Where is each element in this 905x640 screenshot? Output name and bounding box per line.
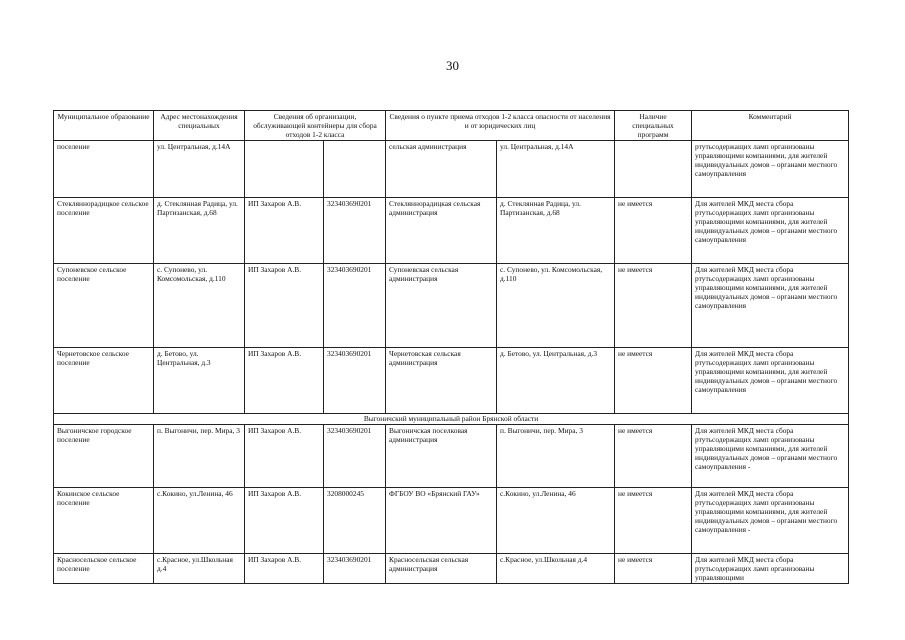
- cell-org-inn: 323403690201: [324, 348, 386, 414]
- cell-comment: Для жителей МКД места сбора ртутьсодержащих ламп организованы управляющими: [692, 554, 849, 584]
- cell-comment: Для жителей МКД места сбора ртутьсодержащих ламп организованы управляющими компаниями, для жителей индивидуальных домов – органами местного самоуправления: [692, 348, 849, 414]
- cell-point-name: Супоневская сельская администрация: [386, 264, 497, 348]
- cell-org-name: ИП Захаров А.В.: [245, 348, 324, 414]
- cell-point-name: ФГБОУ ВО «Брянский ГАУ»: [386, 488, 497, 554]
- cell-address: ул. Центральная, д.14А: [154, 141, 245, 198]
- cell-org-inn: 323403690201: [324, 264, 386, 348]
- header-municipality: Муниципальное образование: [54, 111, 154, 141]
- cell-point-address: п. Выгоничи, пер. Мира, 3: [497, 425, 615, 488]
- cell-programs: не имеется: [615, 425, 692, 488]
- cell-point-name: Чернетовская сельская администрация: [386, 348, 497, 414]
- cell-point-address: с. Супонево, ул. Комсомольская, д.110: [497, 264, 615, 348]
- header-address: Адрес местонахождения специальных: [154, 111, 245, 141]
- cell-municipality: Стекляннорадицкое сельское поселение: [54, 198, 154, 264]
- cell-comment: Для жителей МКД места сбора ртутьсодержащих ламп организованы управляющими компаниями, для жителей индивидуальных домов – органами местного самоуправления: [692, 264, 849, 348]
- header-programs: Наличие специальных программ: [615, 111, 692, 141]
- cell-comment: Для жителей МКД места сбора ртутьсодержащих ламп организованы управляющими компаниями, для жителей индивидуальных домов – органами местного самоуправления -: [692, 488, 849, 554]
- cell-municipality: Выгоничское городское поселение: [54, 425, 154, 488]
- cell-org-name: ИП Захаров А.В.: [245, 554, 324, 584]
- cell-municipality: поселение: [54, 141, 154, 198]
- waste-collection-table: [53, 110, 849, 584]
- cell-comment: Для жителей МКД места сбора ртутьсодержащих ламп организованы управляющими компаниями, для жителей индивидуальных домов – органами местного самоуправления -: [692, 425, 849, 488]
- cell-comment: ртутьсодержащих ламп организованы управляющими компаниями, для жителей индивидуальных домов – органами местного самоуправления: [692, 141, 849, 198]
- table-header: [54, 111, 849, 141]
- cell-point-address: д. Стеклянная Радица, ул. Партизанская, д.68: [497, 198, 615, 264]
- cell-programs: не имеется: [615, 488, 692, 554]
- cell-point-address: с.Кокино, ул.Ленина, 46: [497, 488, 615, 554]
- cell-org-inn: 3208000245: [324, 488, 386, 554]
- cell-programs: не имеется: [615, 348, 692, 414]
- cell-org-name: ИП Захаров А.В.: [245, 488, 324, 554]
- table-row: [54, 425, 849, 488]
- table-row: [54, 488, 849, 554]
- cell-point-name: Стекляннорадицкая сельская администрация: [386, 198, 497, 264]
- table-row: [54, 264, 849, 348]
- cell-org-inn: 323403690201: [324, 425, 386, 488]
- cell-org-name: [245, 141, 324, 198]
- cell-point-address: ул. Центральная, д.14А: [497, 141, 615, 198]
- cell-address: д. Стеклянная Радица, ул. Партизанская, д.68: [154, 198, 245, 264]
- cell-programs: не имеется: [615, 198, 692, 264]
- table-row: [54, 348, 849, 414]
- header-collection-point: Сведения о пункте приема отходов 1-2 класса опасности от населения и от юридических лиц: [386, 111, 615, 141]
- cell-municipality: Красносельское сельское поселение: [54, 554, 154, 584]
- cell-point-name: Выгоничская поселковая администрация: [386, 425, 497, 488]
- cell-point-address: с.Красное, ул.Школьная д.4: [497, 554, 615, 584]
- header-comment: Комментарий: [692, 111, 849, 141]
- cell-org-inn: 323403690201: [324, 554, 386, 584]
- cell-org-inn: [324, 141, 386, 198]
- cell-comment: Для жителей МКД места сбора ртутьсодержащих ламп организованы управляющими компаниями, для жителей индивидуальных домов – органами местного самоуправления: [692, 198, 849, 264]
- cell-org-name: ИП Захаров А.В.: [245, 425, 324, 488]
- cell-programs: не имеется: [615, 554, 692, 584]
- cell-municipality: Супоневское сельское поселение: [54, 264, 154, 348]
- region-heading: Выгоничский муниципальный район Брянской области: [54, 414, 849, 425]
- cell-address: с.Кокино, ул.Ленина, 46: [154, 488, 245, 554]
- cell-point-name: Красносельская сельская администрация: [386, 554, 497, 584]
- cell-point-address: д. Бетово, ул. Центральная, д.3: [497, 348, 615, 414]
- cell-programs: не имеется: [615, 264, 692, 348]
- cell-address: с.Красное, ул.Школьная д.4: [154, 554, 245, 584]
- header-organization: Сведения об организации, обслуживающей контейнеры для сбора отходов 1-2 класса: [245, 111, 386, 141]
- region-heading-row: [54, 414, 849, 425]
- cell-org-name: ИП Захаров А.В.: [245, 264, 324, 348]
- cell-address: д. Бетово, ул. Центральная, д.3: [154, 348, 245, 414]
- cell-org-inn: 323403690201: [324, 198, 386, 264]
- cell-org-name: ИП Захаров А.В.: [245, 198, 324, 264]
- cell-point-name: сельская администрация: [386, 141, 497, 198]
- cell-municipality: Чернетовское сельское поселение: [54, 348, 154, 414]
- cell-municipality: Кокинское сельское поселение: [54, 488, 154, 554]
- cell-address: с. Супонево, ул. Комсомольская, д.110: [154, 264, 245, 348]
- table-row: [54, 141, 849, 198]
- cell-address: п. Выгоничи, пер. Мира, 3: [154, 425, 245, 488]
- table-row: [54, 554, 849, 584]
- cell-programs: [615, 141, 692, 198]
- page-number: 30: [446, 58, 459, 73]
- table-row: [54, 198, 849, 264]
